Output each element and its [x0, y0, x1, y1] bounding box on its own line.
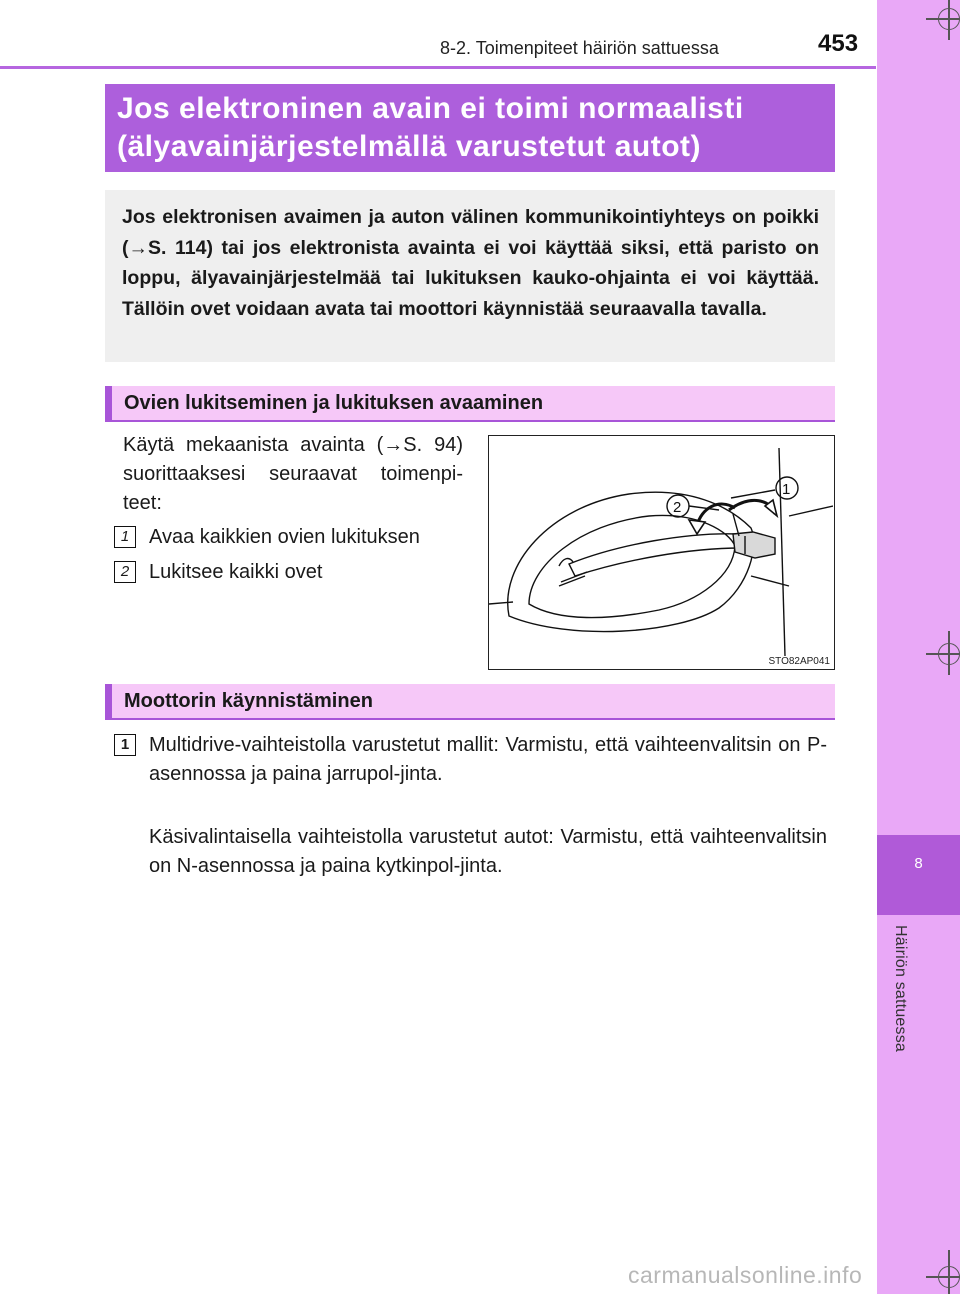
item-label-2: Lukitsee kaikki ovet [149, 561, 323, 583]
crop-mark-line [926, 653, 960, 655]
figure-code: STO82AP041 [768, 656, 830, 667]
header-rule [0, 66, 876, 69]
item-number-2: 2 [114, 561, 136, 583]
crop-mark-line [948, 631, 950, 675]
section1-text: Käytä mekaanista avainta (→S. 94) suorittaaksesi seuraavat toimenpi-teet: [123, 434, 463, 514]
section-heading-engine-start: Moottorin käynnistäminen [105, 684, 835, 720]
chapter-label: Häiriön sattuessa [892, 925, 909, 1053]
section2-para-2: Käsivalintaisella vaihteistolla varustetut autot: Varmistu, että vaihteenvalitsin on N-asennossa ja paina kytkinpol-jinta. [149, 826, 827, 877]
running-header: 8-2. Toimenpiteet häiriön sattuessa [440, 38, 719, 58]
intro-box: Jos elektronisen avaimen ja auton välinen kommunikointiyhteys on poikki (→S. 114) tai jos elektronista avainta ei voi käyttää siksi, että paristo on loppu, älyavainjärjestelmää tai lukituksen kauko-ohjainta ei voi käyttää. Tällöin ovet voidaan avata tai moottori käynnistää seuraavalla tavalla. [105, 190, 835, 362]
chapter-number: 8 [914, 855, 923, 872]
crop-mark-line [926, 1276, 960, 1278]
page-number: 453 [818, 30, 859, 57]
title-line-2: (älyavainjärjestelmällä varustetut autot) [117, 130, 702, 163]
crop-mark-line [948, 0, 950, 40]
crop-mark-line [948, 1250, 950, 1294]
chapter-number-box [877, 835, 960, 915]
door-handle-illustration [489, 436, 833, 668]
section-heading-locking: Ovien lukitseminen ja lukituksen avaaminen [105, 386, 835, 422]
step-number-1: 1 [114, 734, 136, 756]
title-line-1: Jos elektroninen avain ei toimi normaalisti [117, 92, 744, 125]
section2-para-1: Multidrive-vaihteistolla varustetut mallit: Varmistu, että vaihteenvalitsin on P-asennossa ja paina jarrupol-jinta. [149, 734, 827, 785]
item-label-1: Avaa kaikkien ovien lukituksen [149, 526, 420, 548]
item-number-1: 1 [114, 526, 136, 548]
door-handle-figure [488, 435, 835, 670]
figure-callout-2: 2 [673, 499, 682, 516]
watermark: carmanualsonline.info [628, 1262, 863, 1288]
crop-mark-line [926, 18, 960, 20]
figure-callout-1: 1 [782, 481, 791, 498]
page-title [105, 84, 835, 172]
